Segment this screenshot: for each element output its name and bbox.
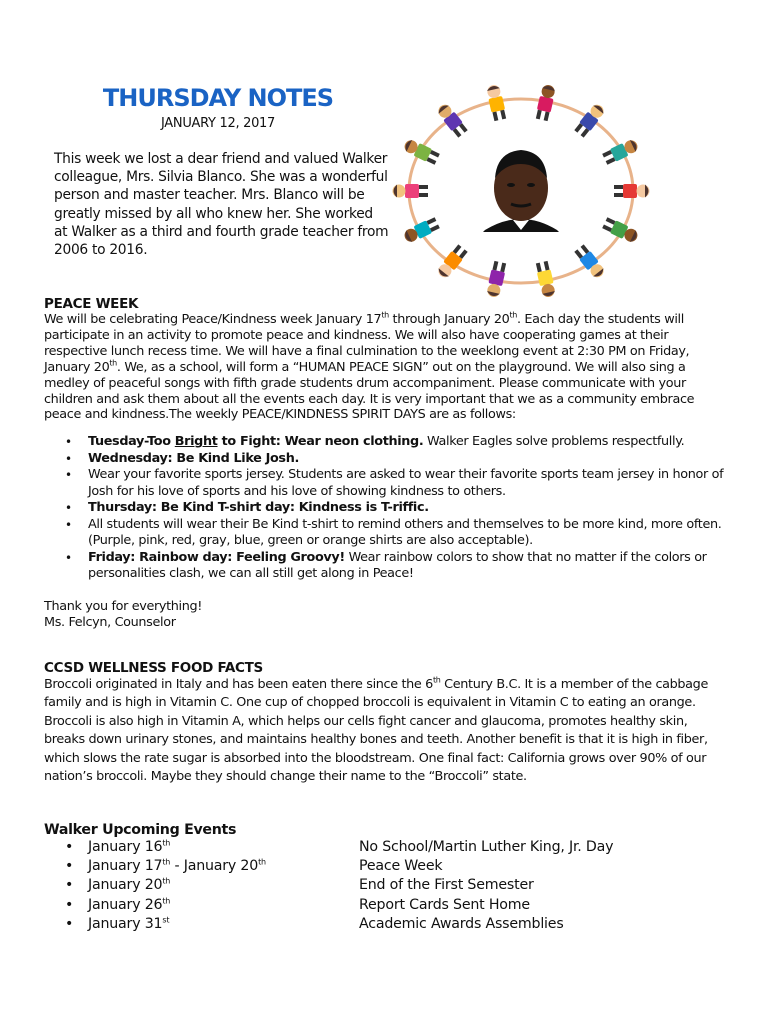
event-date: January 16th xyxy=(88,838,171,855)
list-item: • Tuesday-Too Bright to Fight: Wear neon clothing. Walker Eagles solve problems respectfully. xyxy=(65,434,685,450)
event-row xyxy=(44,838,728,857)
bullet: • xyxy=(65,839,74,855)
event-description: Report Cards Sent Home xyxy=(359,896,530,913)
event-date: January 26th xyxy=(88,895,171,913)
peace-circle-illustration-icon xyxy=(387,80,655,302)
event-row xyxy=(44,915,728,934)
child-figure-icon xyxy=(614,184,650,198)
event-date: January 20th xyxy=(88,876,171,894)
wellness-section xyxy=(44,660,718,786)
bullet: • xyxy=(65,915,74,932)
list-item: • Friday: Rainbow day: Feeling Groovy! Wear rainbow colors to show that no matter if the colors or personalities clash, we can all still get along in Peace! xyxy=(65,549,707,582)
peace-week-heading: PEACE WEEK xyxy=(44,296,139,312)
child-figure-icon xyxy=(574,102,607,138)
newsletter-date: JANUARY 12, 2017 xyxy=(161,116,275,131)
spirit-days-list xyxy=(44,434,728,583)
bullet: • xyxy=(65,896,74,913)
page-title: THURSDAY NOTES xyxy=(102,84,334,112)
child-figure-icon xyxy=(435,244,468,280)
list-item: • Thursday: Be Kind T-shirt day: Kindness is T-riffic. xyxy=(65,500,429,516)
events-heading: Walker Upcoming Events xyxy=(44,822,237,838)
event-description: End of the First Semester xyxy=(359,877,534,894)
peace-week-section xyxy=(44,296,728,631)
event-row xyxy=(44,857,728,876)
list-item: • Wednesday: Be Kind Like Josh. xyxy=(65,450,299,466)
event-row xyxy=(44,876,728,895)
event-description: Academic Awards Assemblies xyxy=(359,915,564,932)
thanks-line: Thank you for everything! xyxy=(44,598,203,614)
child-figure-icon xyxy=(574,244,607,280)
events-section xyxy=(44,822,728,934)
signature-line: Ms. Felcyn, Counselor xyxy=(44,614,176,630)
child-figure-icon xyxy=(402,216,440,244)
bullet: • xyxy=(65,877,74,894)
portrait xyxy=(483,150,559,232)
child-figure-icon xyxy=(393,184,429,198)
list-item: • All students will wear their Be Kind t-shirt to remind others and themselves to be more kind, more often. (Purple, pink, red, gray, blue, green or orange shirts are also acceptable). xyxy=(65,516,722,549)
child-figure-icon xyxy=(602,216,640,244)
bullet: • xyxy=(65,858,74,875)
event-description: No School/Martin Luther King, Jr. Day xyxy=(359,839,614,855)
child-figure-icon xyxy=(435,102,468,138)
event-description: Peace Week xyxy=(359,858,443,875)
events-list xyxy=(44,838,728,934)
intro-paragraph: This week we lost a dear friend and valued Walker colleague, Mrs. Silvia Blanco. She was a wonderful person and master teacher. Mrs. Blanco will be greatly missed by all who knew her. She worked at Walker as a third and fourth grade teacher from 2006 to 2016. xyxy=(54,151,389,259)
wellness-heading: CCSD WELLNESS FOOD FACTS xyxy=(44,660,263,676)
list-item: • Wear your favorite sports jersey. Students are asked to wear their favorite sports team jersey in honor of Josh for his love of sports and his love of showing kindness to others. xyxy=(65,467,724,499)
child-figure-icon xyxy=(602,138,640,166)
event-row xyxy=(44,896,728,915)
peace-week-paragraph: We will be celebrating Peace/Kindness week January 17th through January 20th. Each day the students will participate in an activity to promote peace and kindness. We will also have cooperating games at their respective lunch recess time. We will have a final culmination to the weeklong event at 2:30 PM on Friday, January 20th. We, as a school, will form a “HUMAN PEACE SIGN” out on the playground. We will also sing a medley of peaceful songs with fifth grade students drum accompaniment. Please communicate with your children and ask them about all the events each day. It is very important that we as a community embrace peace and kindness.The weekly PEACE/KINDNESS SPIRIT DAYS are as follows: xyxy=(44,310,695,423)
child-figure-icon xyxy=(402,138,440,166)
wellness-paragraph: Broccoli originated in Italy and has been eaten there since the 6th Century B.C. It is a member of the cabbage family and is high in Vitamin C. One cup of chopped broccoli is equivalent in Vitamin C to eating an orange. Broccoli is also high in Vitamin A, which helps our cells fight cancer and glaucoma, promotes healthy skin, breaks down urinary stones, and maintains healthy bones and teeth. Another benefit is that it is high in fiber, which slows the rate sugar is absorbed into the bloodstream. One final fact: California grows over 90% of our nation’s broccoli. Maybe they should change their name to the “Broccoli” state. xyxy=(44,675,708,785)
event-date: January 17th - January 20th xyxy=(88,857,266,875)
event-date: January 31st xyxy=(88,915,170,932)
